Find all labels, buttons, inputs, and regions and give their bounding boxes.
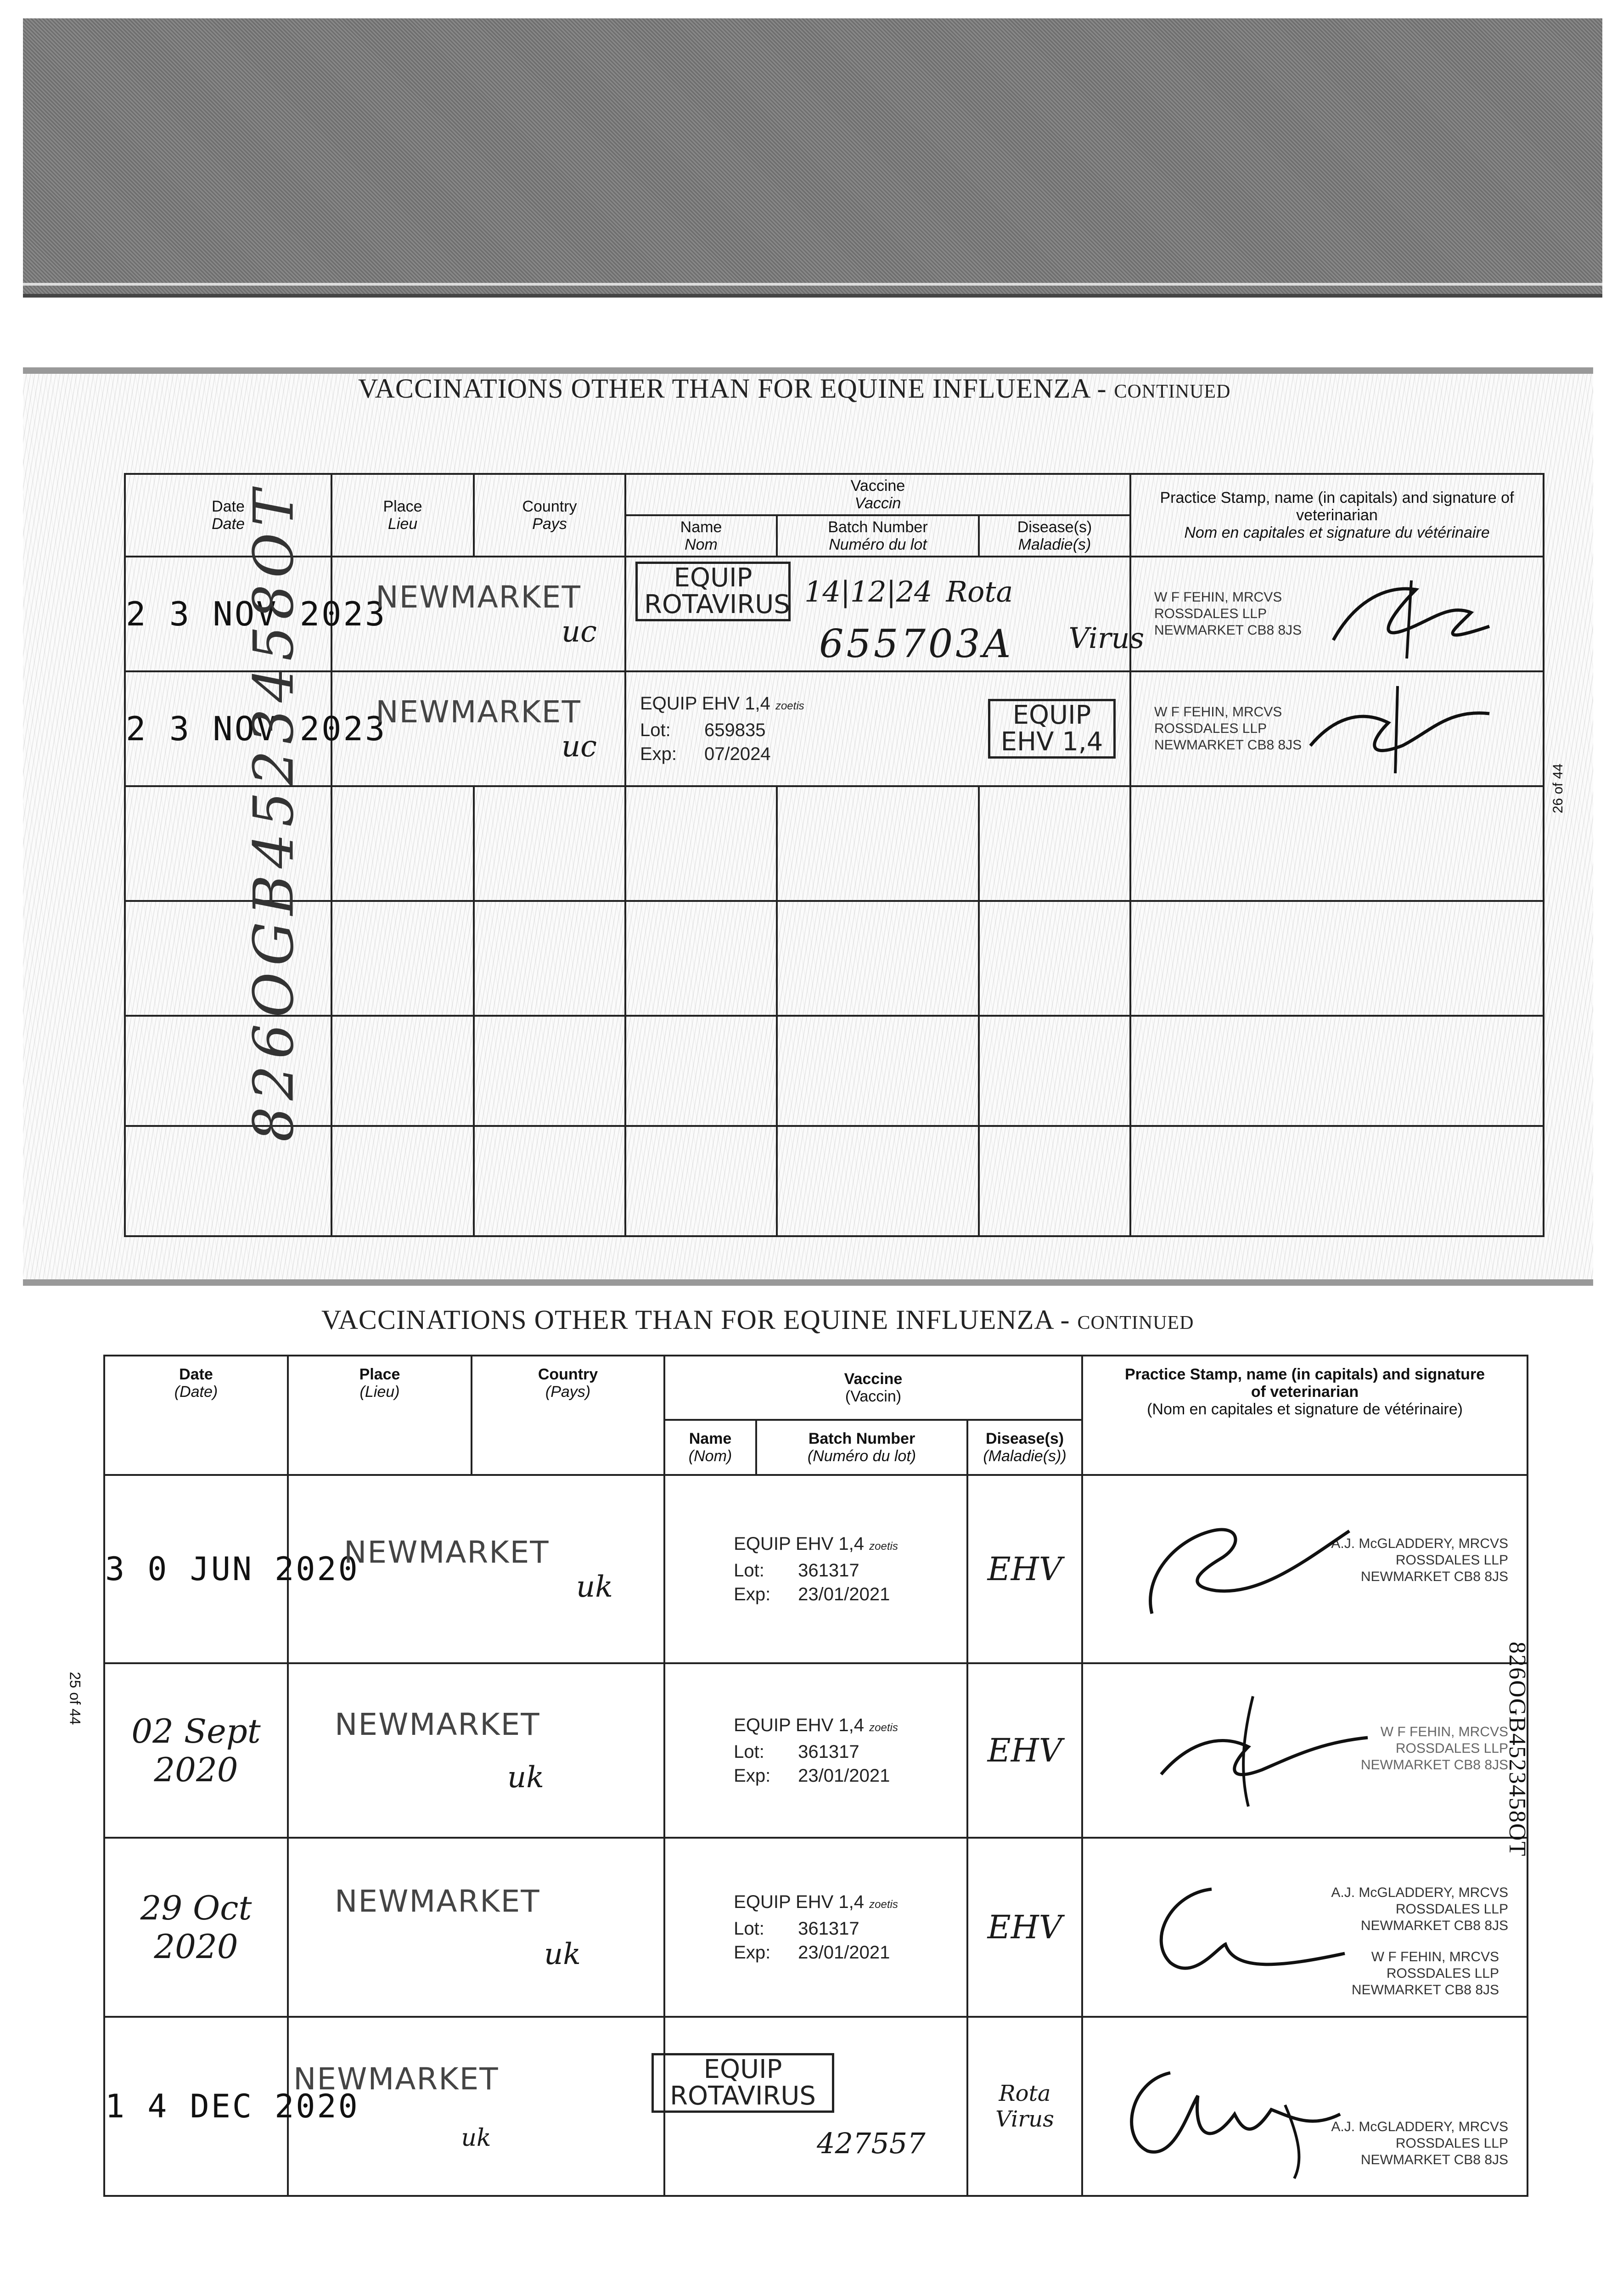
batch-number-handwritten: 655703A (819, 621, 1014, 666)
place-stamp: NEWMARKET (335, 1883, 540, 1919)
upper-row1-place-country (331, 557, 625, 671)
upper-header-country: Country Pays (474, 474, 625, 557)
upper-header-disease: Disease(s) Maladie(s) (979, 515, 1130, 557)
lower-header-place: Place (Lieu) (288, 1356, 472, 1475)
lower-row1-date: 3 0 JUN 2020 (104, 1475, 288, 1663)
lower-page-number: 25 of 44 (67, 1671, 84, 1725)
place-stamp: NEWMARKET (293, 2061, 499, 2097)
disease-stamp: EQUIP EHV 1,4 (988, 699, 1116, 759)
vaccine-label-sticker: EQUIP EHV 1,4 zoetis Lot: 361317 Exp: 23/01/2021 (734, 1715, 898, 1786)
upper-header-batch: Batch Number Numéro du lot (777, 515, 979, 557)
place-stamp: NEWMARKET (335, 1706, 540, 1742)
lower-section-title (321, 1304, 1194, 1336)
upper-header-practice: Practice Stamp, name (in capitals) and signature of veterinarian Nom en capitales et signature du vétérinaire (1130, 474, 1544, 557)
lower-row1-disease: EHV (967, 1475, 1082, 1663)
batch-handwritten: 14|12|24 (804, 574, 932, 608)
vaccine-label-sticker: EQUIP EHV 1,4 zoetis Lot: 659835 Exp: 07/2024 (640, 693, 804, 764)
lower-header-name: Name (Nom) (664, 1420, 756, 1475)
upper-row2-date: 2 3 NOV 2023 (125, 671, 331, 786)
lower-row1-place-country (288, 1475, 664, 1663)
table-row (125, 786, 1544, 901)
upper-title-text: VACCINATIONS OTHER THAN FOR EQUINE INFLUENZA - (358, 373, 1107, 404)
place-stamp: NEWMARKET (376, 579, 581, 615)
lower-header-country: Country (Pays) (472, 1356, 664, 1475)
upper-row2-practice: W F FEHIN, MRCVS ROSSDALES LLP NEWMARKET CB8 8JS (1130, 671, 1544, 786)
upper-header-vaccine: Vaccine Vaccin (625, 474, 1130, 515)
country-handwritten: uk (544, 1937, 581, 1971)
upper-row2-place-country (331, 671, 625, 786)
batch-handwritten: 427557 (817, 2126, 926, 2160)
table-row (104, 1475, 1528, 1663)
upper-row1-practice: W F FEHIN, MRCVS ROSSDALES LLP NEWMARKET CB8 8JS (1130, 557, 1544, 671)
table-row (104, 1663, 1528, 1838)
lower-row4-practice: A.J. McGLADDERY, MRCVS ROSSDALES LLP NEWMARKET CB8 8JS (1082, 2017, 1528, 2196)
veterinarian-signature (1147, 1687, 1386, 1816)
lower-side-number: 826OGB4523458OT (1504, 1641, 1531, 1857)
lower-header-practice: Practice Stamp, name (in capitals) and signature of veterinarian (Nom en capitales et signature de vétérinaire) (1082, 1356, 1528, 1475)
lower-row4-place-country (288, 2017, 664, 2196)
lower-row1-vaccine (664, 1475, 967, 1663)
table-row (125, 1126, 1544, 1236)
lower-row3-date: 29 Oct 2020 (104, 1838, 288, 2017)
lower-row2-disease: EHV (967, 1663, 1082, 1838)
lower-header-batch: Batch Number (Numéro du lot) (756, 1420, 967, 1475)
disease-handwritten: Rota (946, 574, 1013, 608)
table-row (125, 1016, 1544, 1126)
table-row (125, 671, 1544, 786)
redacted-region (23, 18, 1602, 298)
upper-row2-vaccine (625, 671, 1130, 786)
upper-row1-date: 2 3 NOV 2023 (125, 557, 331, 671)
scan-edge-bottom (23, 1279, 1593, 1286)
vaccine-label-sticker: EQUIP EHV 1,4 zoetis Lot: 361317 Exp: 23/01/2021 (734, 1534, 898, 1604)
table-row (125, 901, 1544, 1016)
vaccine-label-sticker: EQUIP EHV 1,4 zoetis Lot: 361317 Exp: 23/01/2021 (734, 1892, 898, 1963)
country-handwritten: uk (576, 1570, 613, 1604)
upper-row1-vaccine (625, 557, 1145, 671)
disease-line2-handwritten: Virus (1068, 621, 1145, 655)
lower-header-disease: Disease(s) (Maladie(s)) (967, 1420, 1082, 1475)
lower-row4-disease: Rota Virus (967, 2017, 1082, 2196)
lower-row4-date: 1 4 DEC 2020 (104, 2017, 288, 2196)
lower-row2-vaccine (664, 1663, 967, 1838)
lower-row2-date: 02 Sept 2020 (104, 1663, 288, 1838)
lower-row3-disease: EHV (967, 1838, 1082, 2017)
lower-row2-place-country (288, 1663, 664, 1838)
country-handwritten: uc (561, 614, 597, 649)
vaccine-name-stamp: EQUIP ROTAVIRUS (651, 2053, 834, 2113)
lower-vaccination-table (103, 1355, 1528, 2197)
table-row (125, 557, 1544, 671)
upper-side-number: 826OGB4523458OT (242, 483, 306, 1142)
vaccine-name-stamp: EQUIP ROTAVIRUS (635, 562, 791, 621)
country-handwritten: uc (561, 729, 597, 764)
place-stamp: NEWMARKET (344, 1534, 550, 1570)
upper-section-title (358, 373, 1230, 405)
lower-header-date: Date (Date) (104, 1356, 288, 1475)
lower-header-vaccine: Vaccine (Vaccin) (664, 1356, 1082, 1420)
lower-row1-practice: A.J. McGLADDERY, MRCVS ROSSDALES LLP NEWMARKET CB8 8JS (1082, 1475, 1528, 1663)
upper-title-suffix: CONTINUED (1114, 381, 1231, 402)
country-handwritten: uk (507, 1760, 544, 1795)
table-row (104, 1838, 1528, 2017)
lower-title-text: VACCINATIONS OTHER THAN FOR EQUINE INFLUENZA - (321, 1305, 1070, 1335)
upper-vaccination-table (124, 473, 1544, 1237)
lower-row2-practice: W F FEHIN, MRCVS ROSSDALES LLP NEWMARKET CB8 8JS (1082, 1663, 1528, 1838)
lower-title-suffix: CONTINUED (1077, 1312, 1194, 1334)
table-row (104, 2017, 1528, 2196)
upper-header-date: Date Date (125, 474, 331, 557)
place-stamp: NEWMARKET (376, 694, 581, 730)
lower-row3-practice: A.J. McGLADDERY, MRCVS ROSSDALES LLP NEWMARKET CB8 8JS W F FEHIN, MRCVS ROSSDALES LLP NEWMARKET CB8 8JS (1082, 1838, 1528, 2017)
upper-header-name: Name Nom (625, 515, 777, 557)
lower-row4-vaccine (664, 2017, 967, 2196)
upper-header-place: Place Lieu (331, 474, 474, 557)
lower-row3-vaccine (664, 1838, 967, 2017)
redaction-edge (23, 283, 1602, 286)
upper-page-number: 26 of 44 (1550, 763, 1566, 814)
lower-row3-place-country (288, 1838, 664, 2017)
country-handwritten: uk (461, 2124, 491, 2152)
